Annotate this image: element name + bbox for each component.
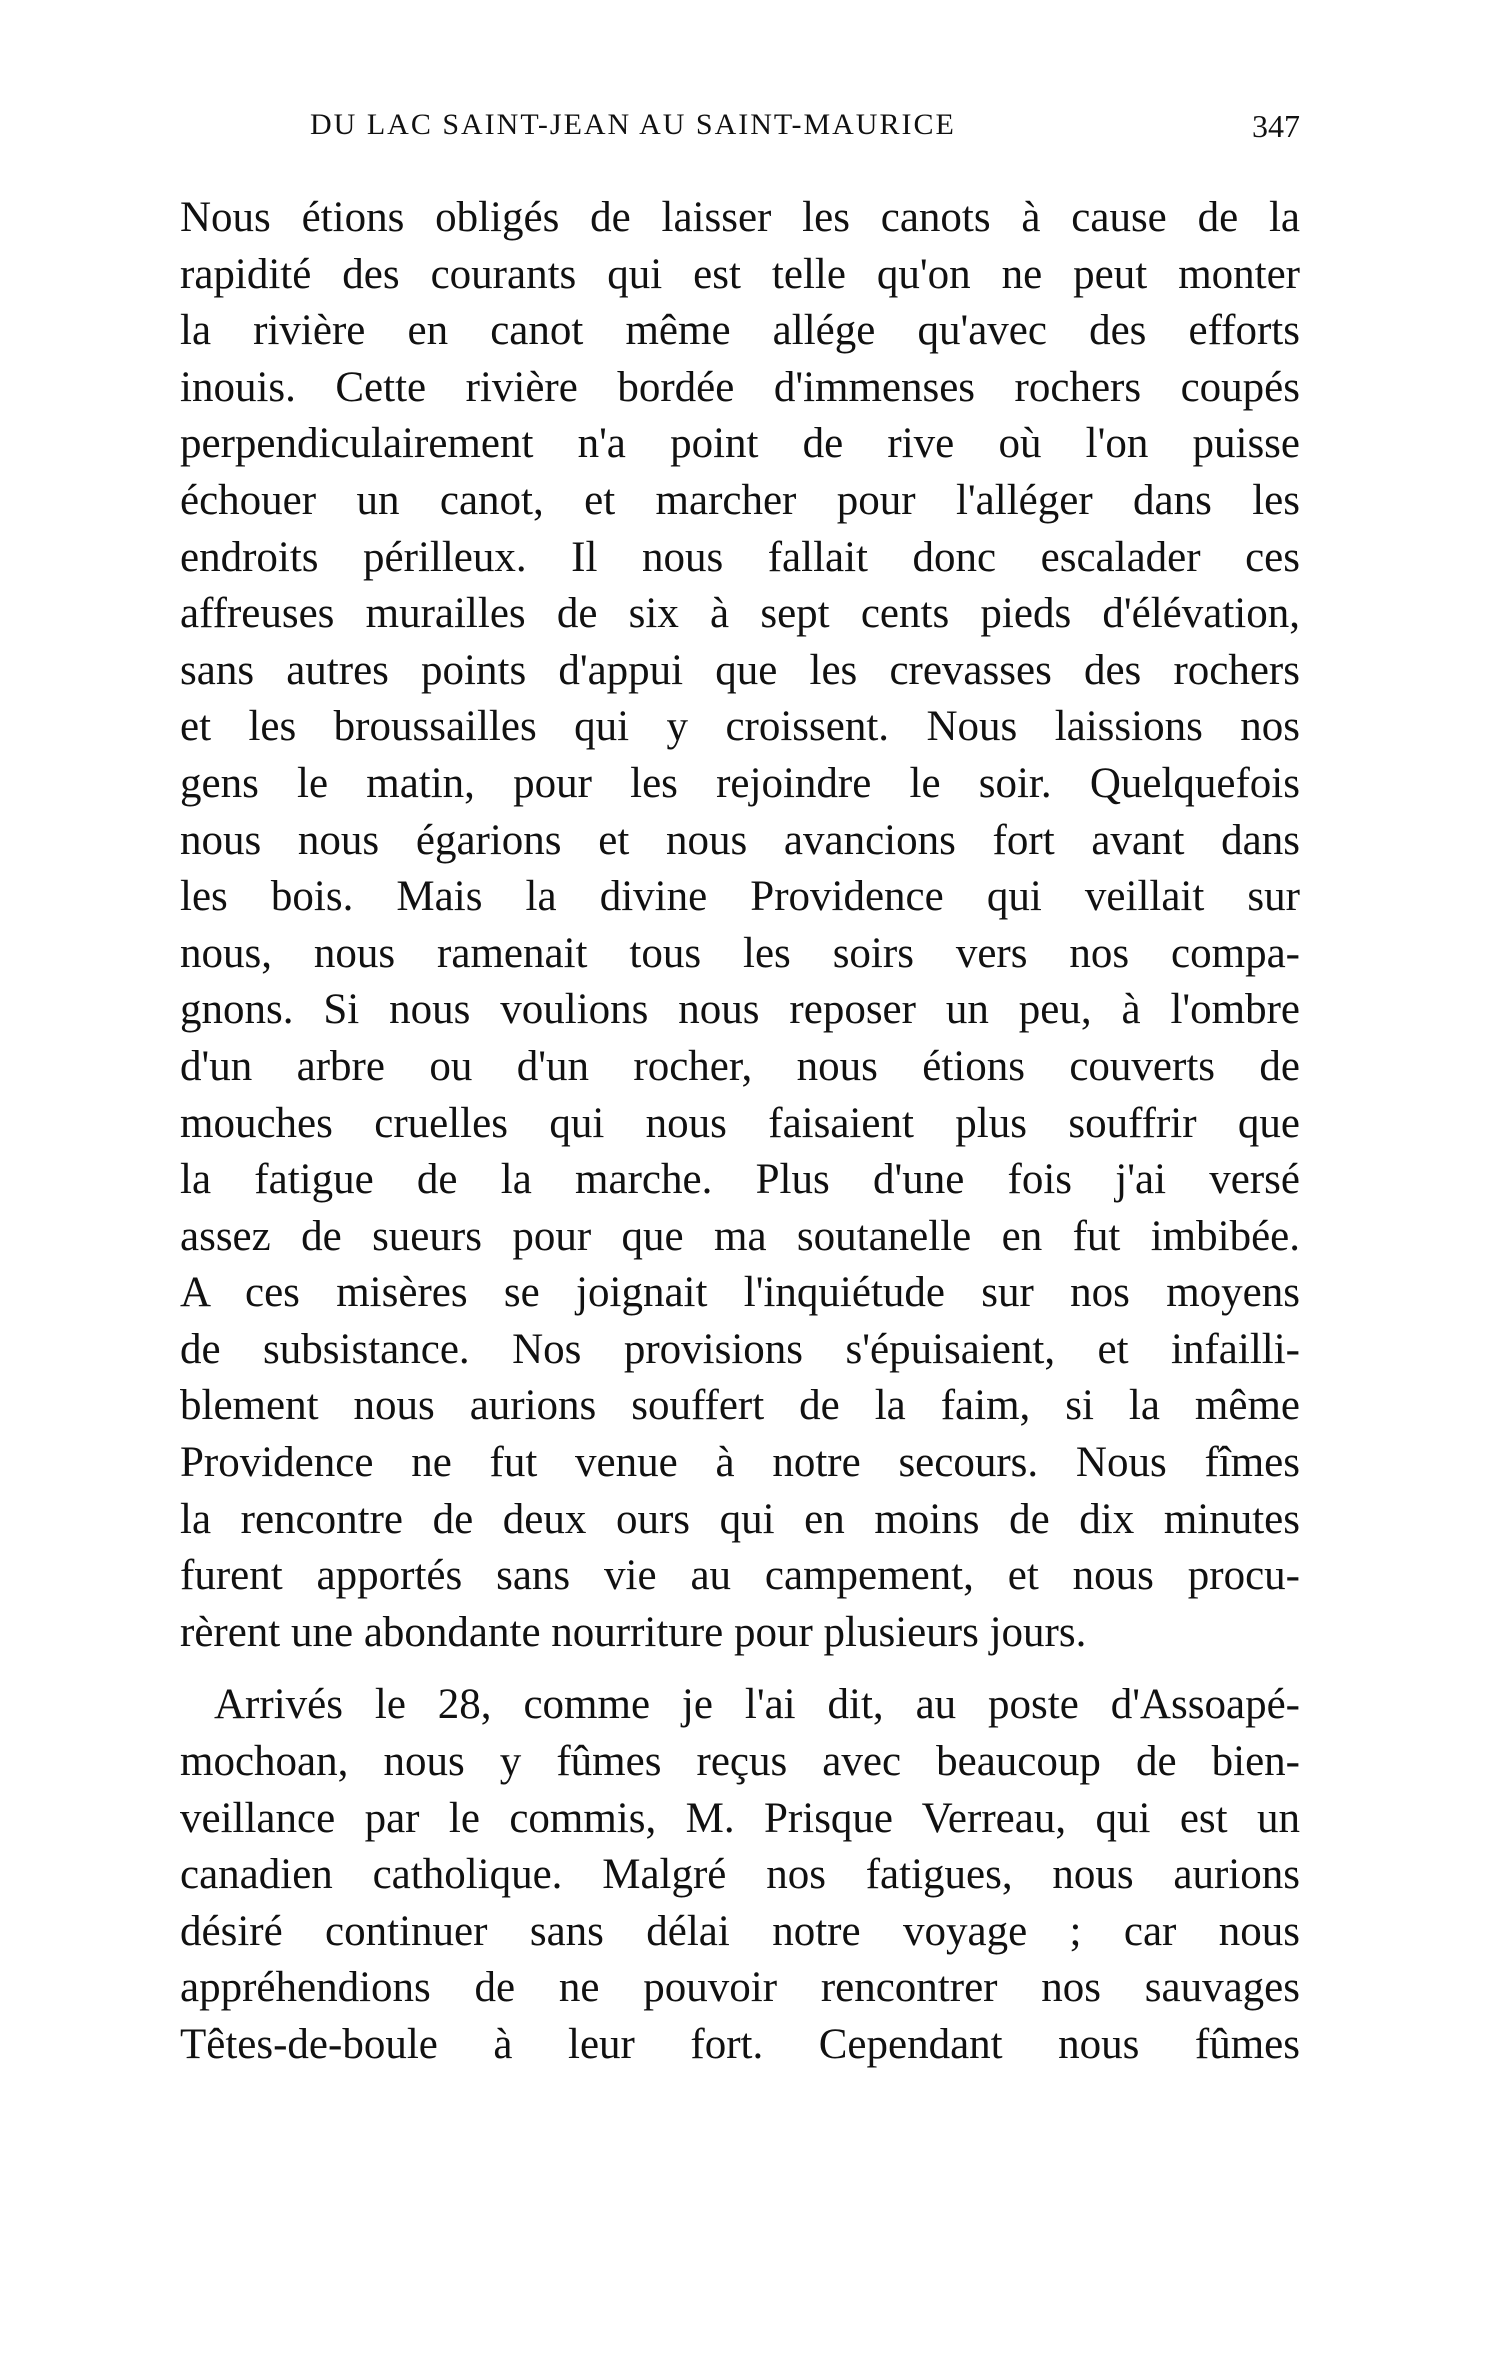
text-line: blement nous aurions souffert de la faim, si la même xyxy=(180,1382,1300,1430)
text-line: de subsistance. Nos provisions s'épuisaient, et infailli- xyxy=(180,1325,1300,1373)
text-line: la fatigue de la marche. Plus d'une fois j'ai versé xyxy=(180,1156,1300,1204)
text-line: nous, nous ramenait tous les soirs vers nos compa- xyxy=(180,929,1300,977)
text-line: perpendiculairement n'a point de rive où l'on puisse xyxy=(180,420,1300,468)
text-line: désiré continuer sans délai notre voyage ; car nous xyxy=(180,1907,1300,1955)
text-line: veillance par le commis, M. Prisque Verreau, qui est un xyxy=(180,1794,1300,1842)
paragraph-1 xyxy=(180,190,1300,1661)
text-line: sans autres points d'appui que les crevasses des rochers xyxy=(180,646,1300,694)
text-line: d'un arbre ou d'un rocher, nous étions couverts de xyxy=(180,1042,1300,1090)
text-line: A ces misères se joignait l'inquiétude sur nos moyens xyxy=(180,1269,1300,1317)
text-line: mouches cruelles qui nous faisaient plus souffrir que xyxy=(180,1099,1300,1147)
text-line: la rencontre de deux ours qui en moins de dix minutes xyxy=(180,1495,1300,1543)
text-line: assez de sueurs pour que ma soutanelle en fut imbibée. xyxy=(180,1212,1300,1260)
paragraph-2 xyxy=(180,1677,1300,2073)
text-line: gnons. Si nous voulions nous reposer un peu, à l'ombre xyxy=(180,986,1300,1034)
running-header xyxy=(180,108,1300,158)
text-line: canadien catholique. Malgré nos fatigues, nous aurions xyxy=(180,1851,1300,1899)
text-line: furent apportés sans vie au campement, et nous procu- xyxy=(180,1552,1300,1600)
text-line: mochoan, nous y fûmes reçus avec beaucoup de bien- xyxy=(180,1738,1300,1786)
page-number: 347 xyxy=(1252,108,1300,144)
running-title: DU LAC SAINT-JEAN AU SAINT-MAURICE xyxy=(310,108,956,141)
text-line: rèrent une abondante nourriture pour plusieurs jours. xyxy=(180,1608,1087,1656)
text-line: nous nous égarions et nous avancions fort avant dans xyxy=(180,816,1300,864)
text-line: rapidité des courants qui est telle qu'on ne peut monter xyxy=(180,250,1300,298)
text-line: la rivière en canot même allége qu'avec des efforts xyxy=(180,307,1300,355)
body-text xyxy=(180,190,1300,2074)
text-line: appréhendions de ne pouvoir rencontrer nos sauvages xyxy=(180,1964,1300,2012)
text-line: les bois. Mais la divine Providence qui veillait sur xyxy=(180,873,1300,921)
text-line: échouer un canot, et marcher pour l'alléger dans les xyxy=(180,476,1300,524)
text-line: Arrivés le 28, comme je l'ai dit, au poste d'Assoapé- xyxy=(214,1681,1300,1729)
paragraph-spacing xyxy=(180,1661,1300,1677)
text-line: gens le matin, pour les rejoindre le soir. Quelquefois xyxy=(180,759,1300,807)
text-line: Nous étions obligés de laisser les canots à cause de la xyxy=(180,194,1300,241)
text-line: Providence ne fut venue à notre secours. Nous fîmes xyxy=(180,1439,1300,1487)
text-line: affreuses murailles de six à sept cents pieds d'élévation, xyxy=(180,590,1300,638)
text-line: endroits périlleux. Il nous fallait donc escalader ces xyxy=(180,533,1300,581)
text-line: et les broussailles qui y croissent. Nous laissions nos xyxy=(180,703,1300,751)
text-line: inouis. Cette rivière bordée d'immenses rochers coupés xyxy=(180,363,1300,411)
text-line: Têtes-de-boule à leur fort. Cependant nous fûmes xyxy=(180,2021,1300,2068)
